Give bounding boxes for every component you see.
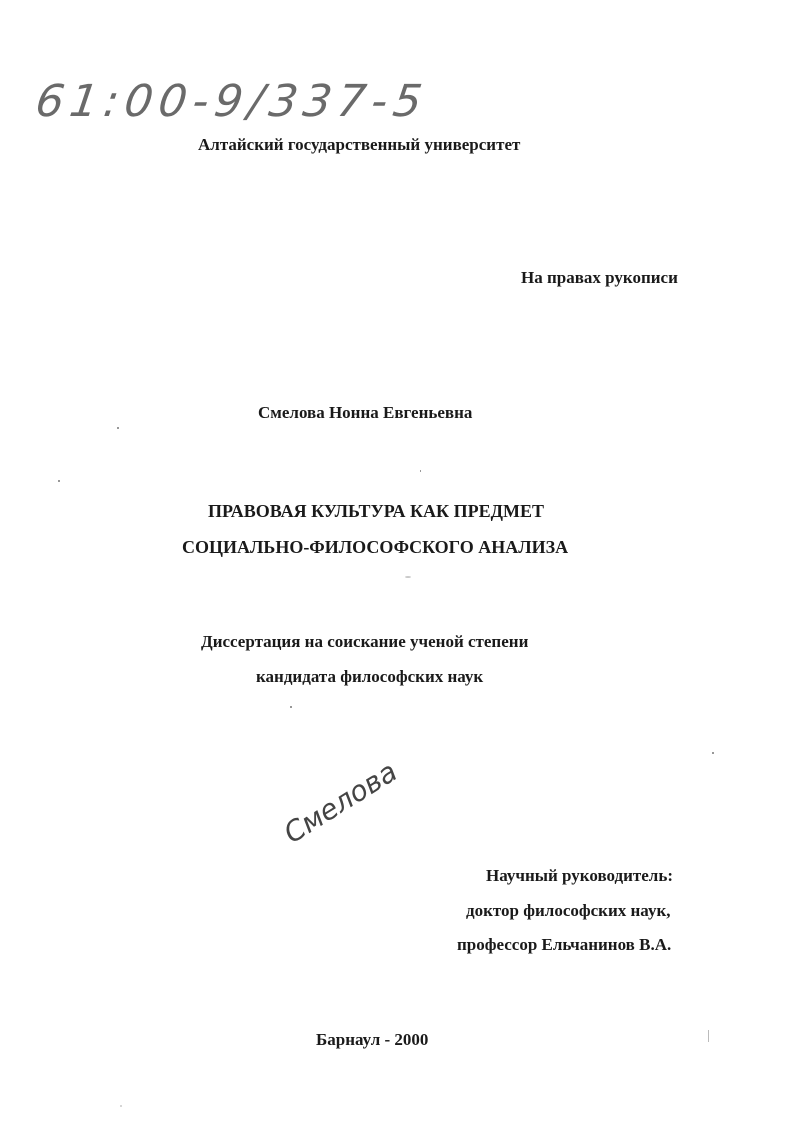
archive-code: 61:00-9/337-5 [32,76,431,127]
advisor-name: профессор Ельчанинов В.А. [457,935,672,954]
title-line-1: ПРАВОВАЯ КУЛЬТУРА КАК ПРЕДМЕТ [208,501,544,521]
city-year: Барнаул - 2000 [316,1030,429,1049]
title-line-2: СОЦИАЛЬНО-ФИЛОСОФСКОГО АНАЛИЗА [182,537,569,557]
advisor-degree: доктор философских наук, [466,901,671,920]
rights-note: На правах рукописи [521,268,678,287]
scan-speck [405,576,411,578]
advisor-label: Научный руководитель: [486,866,673,885]
scan-speck [290,706,292,708]
scan-speck [120,1105,122,1107]
author-name: Смелова Нонна Евгеньевна [258,403,473,422]
scan-speck [712,752,714,754]
scan-speck [420,470,421,472]
dissertation-line-1: Диссертация на соискание ученой степени [201,632,529,651]
signature: Смелова [278,754,403,850]
scan-speck [117,427,119,429]
scan-speck [58,480,60,482]
dissertation-line-2: кандидата философских наук [256,667,484,686]
university-name: Алтайский государственный университет [198,135,521,154]
scan-speck [708,1030,709,1042]
